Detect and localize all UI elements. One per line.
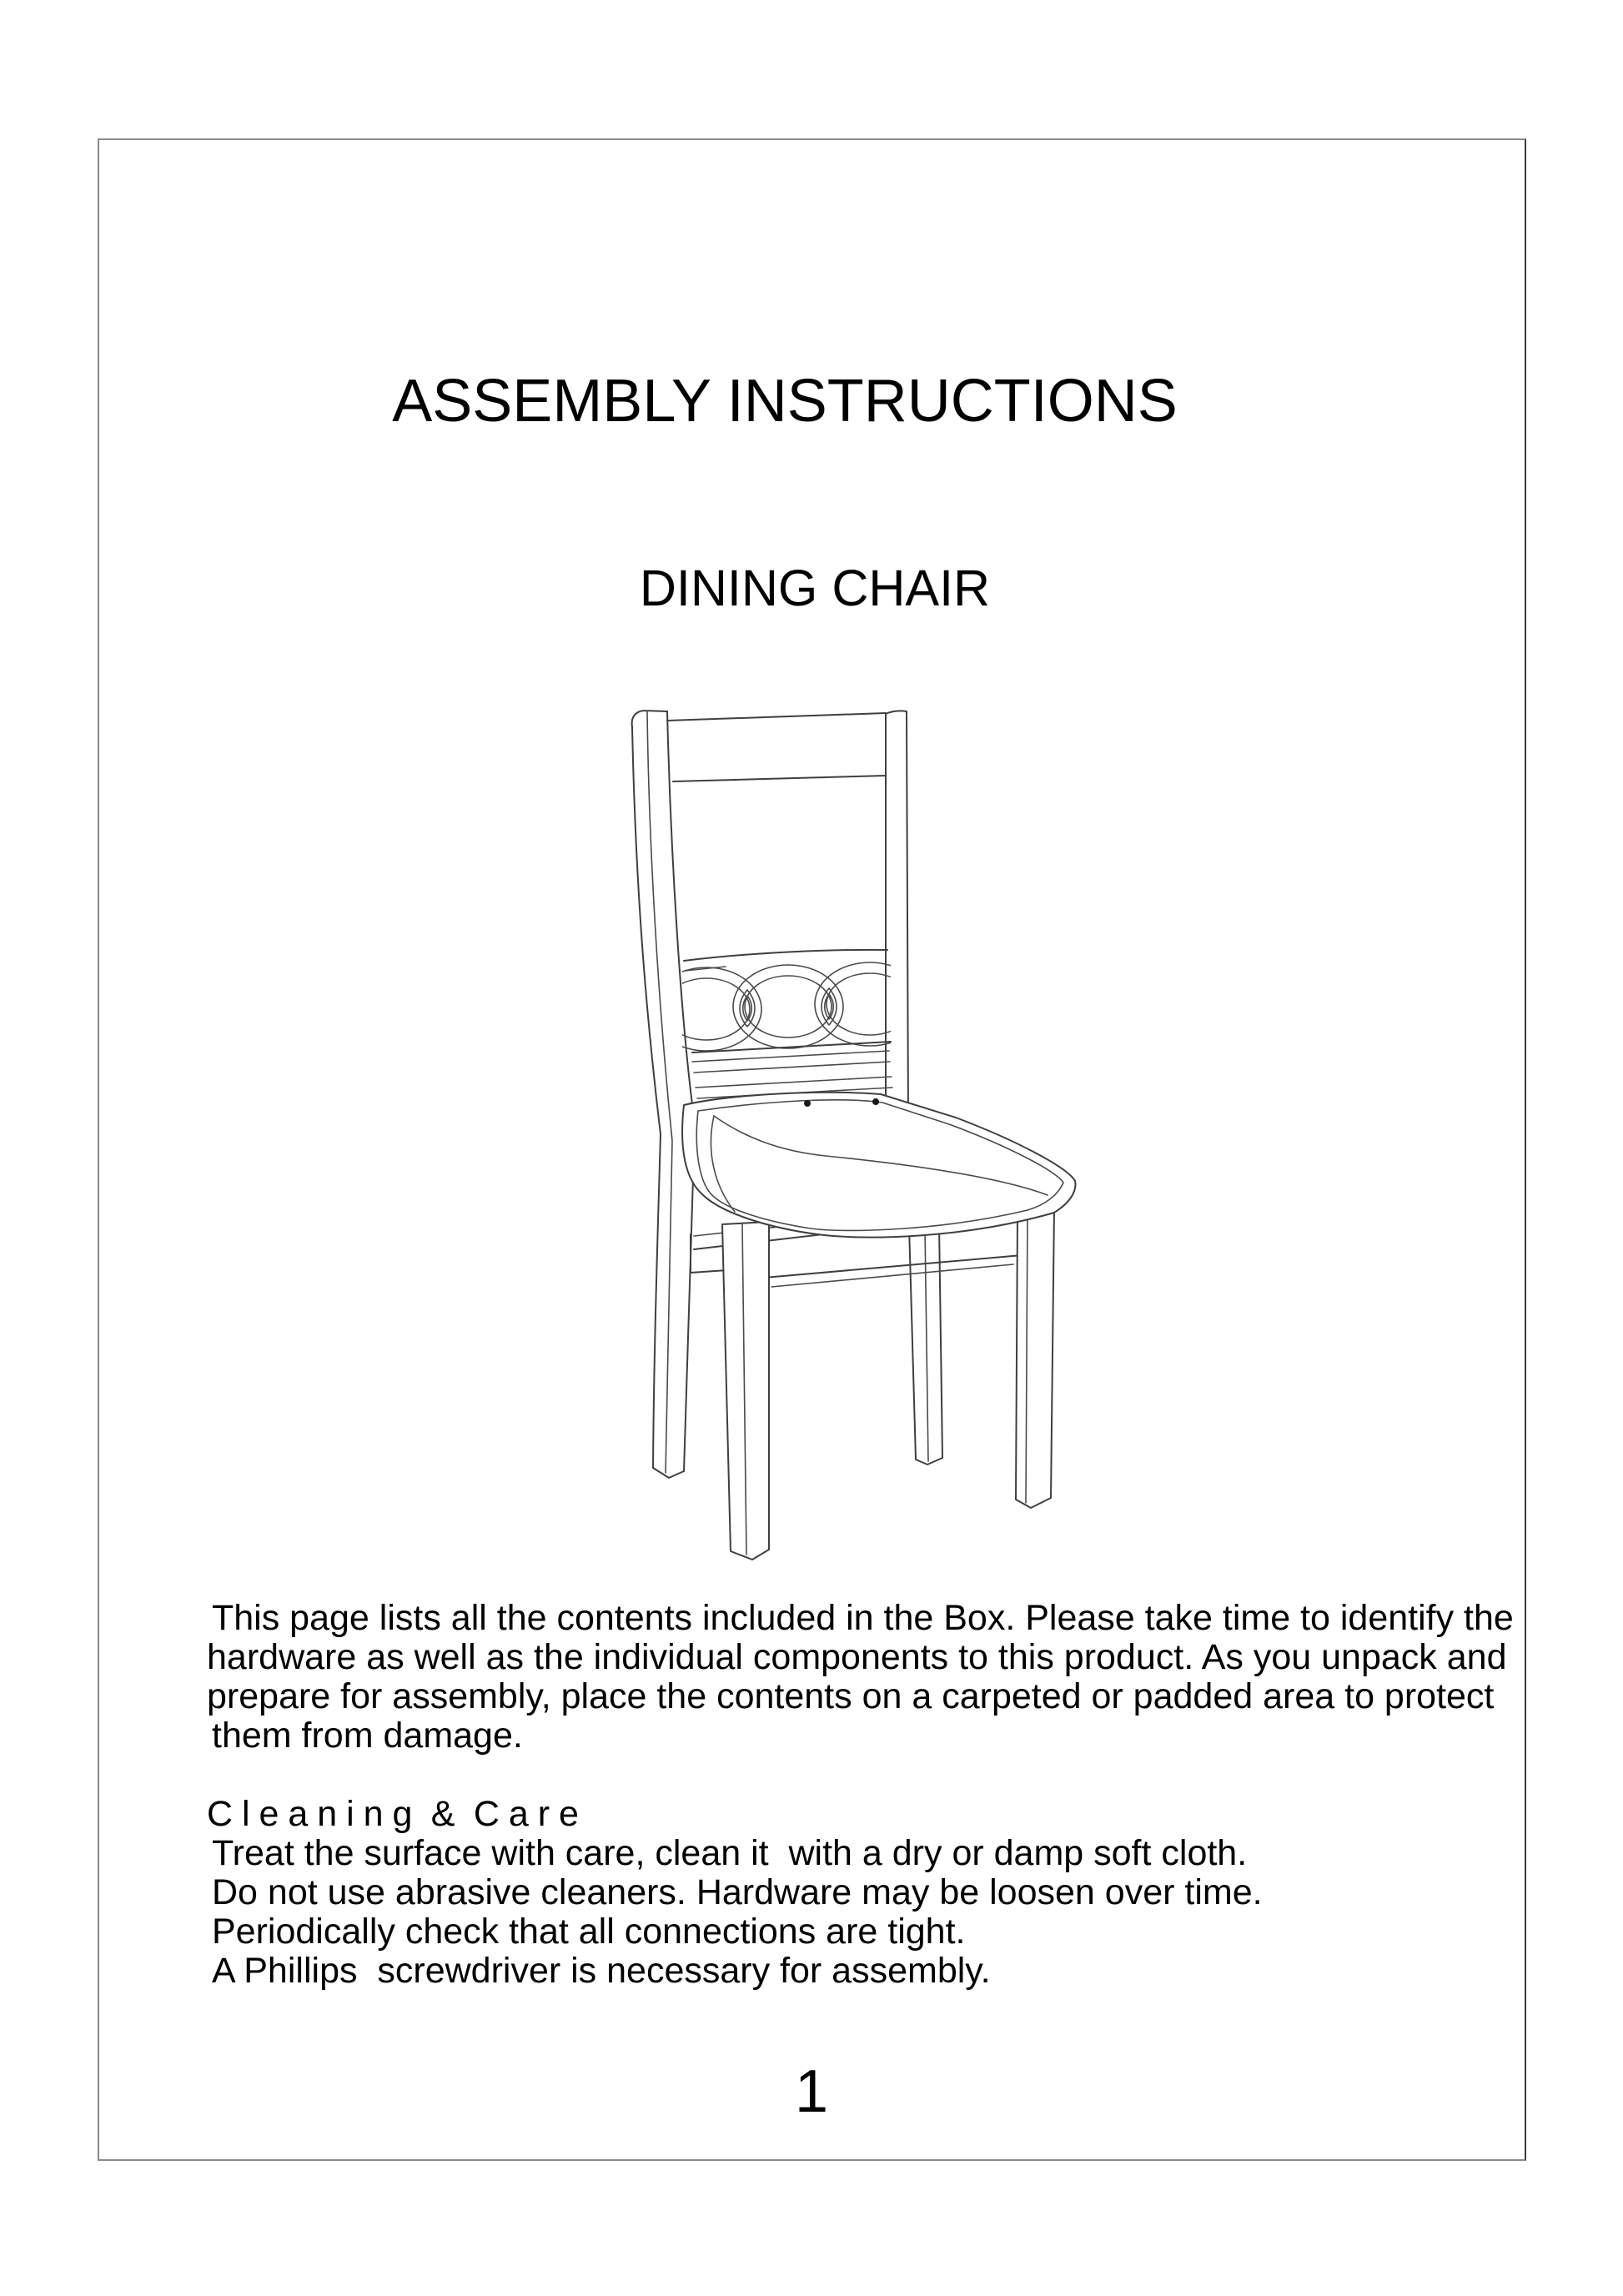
intro-line: them from damage. (212, 1716, 523, 1756)
product-name-heading: DINING CHAIR (639, 560, 991, 616)
intro-line: This page lists all the contents included in the Box. Please take time to identify the (212, 1598, 1514, 1638)
care-line: A Phillips screwdriver is necessary for assembly. (212, 1951, 991, 1991)
page-number: 1 (794, 2058, 829, 2125)
intro-line: prepare for assembly, place the contents on a carpeted or padded area to protect (207, 1676, 1495, 1716)
page-title: ASSEMBLY INSTRUCTIONS (392, 368, 1178, 435)
dining-chair-illustration (567, 684, 1118, 1568)
body-text-block (207, 1598, 1514, 1991)
chair-line-art (567, 684, 1118, 1568)
care-line: Periodically check that all connections are tight. (212, 1912, 966, 1952)
care-section-heading: C l e a n i n g & C a r e (207, 1794, 579, 1834)
care-line: Do not use abrasive cleaners. Hardware may be loosen over time. (212, 1872, 1263, 1912)
spacer-line (207, 1756, 1425, 1795)
intro-line: hardware as well as the individual components to this product. As you unpack and (207, 1637, 1507, 1677)
care-line: Treat the surface with care, clean it with a dry or damp soft cloth. (212, 1833, 1248, 1873)
